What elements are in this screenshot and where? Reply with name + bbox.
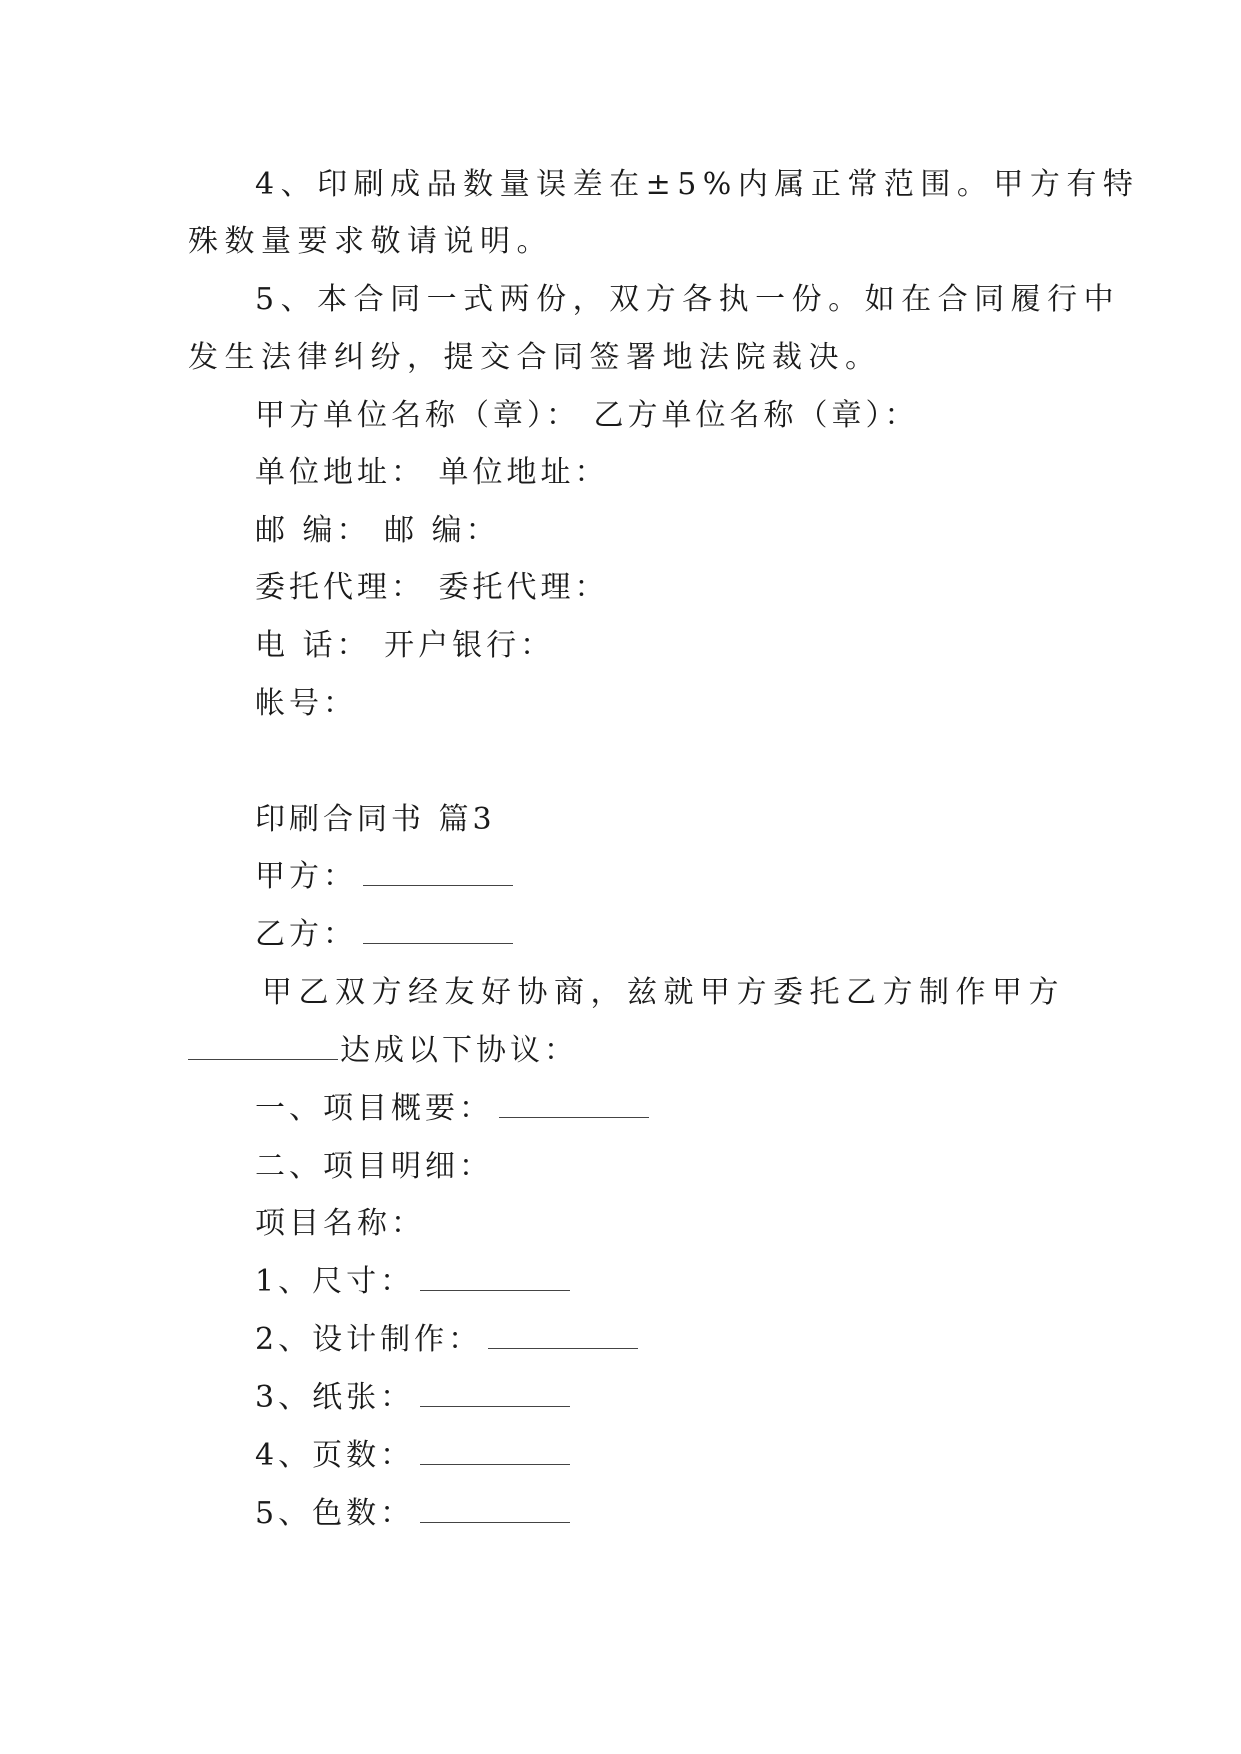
signature-postcodes: 邮 编： 邮 编： [255,513,500,548]
spec-pages-blank [420,1442,570,1465]
signature-phone-bank: 电 话： 开户银行： [255,628,555,663]
spec-size-label: 1、尺寸： [255,1264,415,1299]
agreement-blank [188,1037,338,1060]
signature-unit-names: 甲方单位名称（章）： 乙方单位名称（章）： [255,398,919,433]
party-a-line [255,857,513,897]
clause-4-line-2: 殊数量要求敬请说明。 [188,224,553,259]
spec-colors-line [255,1494,570,1534]
party-b-label: 乙方： [255,917,357,952]
spec-size-blank [420,1268,570,1291]
spec-paper-blank [420,1384,570,1407]
signature-account: 帐号： [255,686,357,721]
party-b-line [255,915,513,955]
clause-4-line-1: 4、印刷成品数量误差在±5%内属正常范围。甲方有特 [255,167,1140,202]
clause-5-line-2: 发生法律纠纷，提交合同签署地法院裁决。 [188,340,882,375]
spec-paper-line [255,1378,570,1418]
spec-design-line [255,1320,638,1360]
contract-title: 印刷合同书 篇3 [255,802,496,837]
party-b-blank [363,921,513,944]
item-overview-label: 一、项目概要： [255,1091,493,1126]
signature-addresses: 单位地址： 单位地址： [255,455,609,490]
item-name-label: 项目名称： [255,1206,425,1241]
spec-paper-label: 3、纸张： [255,1380,415,1415]
spec-colors-label: 5、色数： [255,1496,415,1531]
party-a-blank [363,863,513,886]
party-a-label: 甲方： [255,859,357,894]
spec-size-line [255,1262,570,1302]
item-details-heading: 二、项目明细： [255,1149,493,1184]
agreement-line-2 [188,1031,578,1071]
spec-pages-label: 4、页数： [255,1438,415,1473]
signature-agents: 委托代理： 委托代理： [255,570,609,605]
spec-design-blank [488,1326,638,1349]
spec-pages-line [255,1436,570,1476]
clause-5-line-1: 5、本合同一式两份，双方各执一份。如在合同履行中 [255,282,1121,317]
agreement-line-1: 甲乙双方经友好协商，兹就甲方委托乙方制作甲方 [262,975,1065,1010]
spec-colors-blank [420,1500,570,1523]
agreement-text: 达成以下协议： [340,1033,578,1068]
item-overview-line [255,1089,649,1129]
item-overview-blank [499,1095,649,1118]
spec-design-label: 2、设计制作： [255,1322,483,1357]
